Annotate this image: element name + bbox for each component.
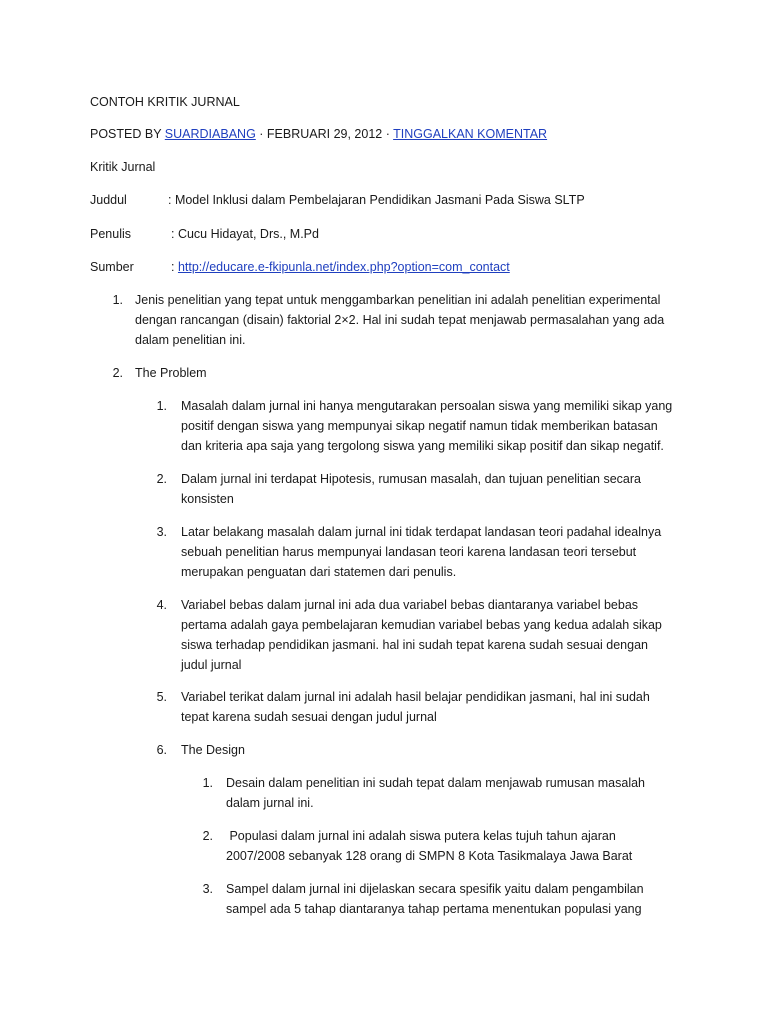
sub-item-number: 5. <box>156 690 167 704</box>
sub-item-line: tepat karena sudah sesuai dengan judul jurnal <box>181 710 437 724</box>
design-item-line: Sampel dalam jurnal ini dijelaskan secara spesifik yaitu dalam pengambilan <box>226 882 644 896</box>
list-item-line: dalam penelitian ini. <box>135 333 246 347</box>
design-item-line: sampel ada 5 tahap diantaranya tahap pertama menentukan populasi yang <box>226 902 642 916</box>
list-item-number: 1. <box>112 293 123 307</box>
author-link[interactable]: SUARDIABANG <box>164 127 256 141</box>
sub-item-line: positif dengan siswa yang mempunyai sikap negatif namun tidak memberikan batasan <box>181 419 658 433</box>
post-meta <box>90 124 547 144</box>
penulis-label: Penulis <box>90 227 131 241</box>
sub-item-number: 4. <box>156 598 167 612</box>
sub-item-line: Masalah dalam jurnal ini hanya mengutarakan persoalan siswa yang memiliki sikap yang <box>181 399 673 413</box>
sub-item-line: The Design <box>181 743 245 757</box>
doc-title: CONTOH KRITIK JURNAL <box>90 95 240 109</box>
sub-item-line: konsisten <box>181 492 234 506</box>
design-item-line: Populasi dalam jurnal ini adalah siswa putera kelas tujuh tahun ajaran <box>226 829 616 843</box>
design-item-number: 2. <box>202 829 213 843</box>
section-heading: Kritik Jurnal <box>90 160 156 174</box>
judul-label: Juddul <box>90 193 127 207</box>
list-item-number: 2. <box>112 366 123 380</box>
design-item-line: Desain dalam penelitian ini sudah tepat dalam menjawab rumusan masalah <box>226 776 645 790</box>
judul-value: : Model Inklusi dalam Pembelajaran Pendidikan Jasmani Pada Siswa SLTP <box>168 193 585 207</box>
sumber-label: Sumber <box>90 260 134 274</box>
sub-item-number: 3. <box>156 525 167 539</box>
sub-item-line: siswa terhadap pendidikan jasmani. hal ini sudah tepat karena sudah sesuai dengan <box>181 638 648 652</box>
list-item-line: The Problem <box>135 366 207 380</box>
sub-item-line: judul jurnal <box>181 658 242 672</box>
sub-item-number: 6. <box>156 743 167 757</box>
sumber-prefix: : <box>171 260 178 274</box>
design-item-line: dalam jurnal ini. <box>226 796 314 810</box>
post-date: · FEBRUARI 29, 2012 · <box>255 127 394 141</box>
penulis-value: : Cucu Hidayat, Drs., M.Pd <box>171 227 319 241</box>
list-item-line: Jenis penelitian yang tepat untuk menggambarkan penelitian ini adalah penelitian experimental <box>135 293 661 307</box>
sub-item-line: Latar belakang masalah dalam jurnal ini tidak terdapat landasan teori padahal idealnya <box>181 525 662 539</box>
sub-item-number: 1. <box>156 399 167 413</box>
sub-item-line: sebuah penelitian harus mempunyai landasan teori karena landasan teori tersebut <box>181 545 637 559</box>
design-item-number: 3. <box>202 882 213 896</box>
sub-item-line: dan kriteria apa saja yang tergolong siswa yang memiliki sikap positif dan sikap negatif. <box>181 439 664 453</box>
sub-item-line: Variabel terikat dalam jurnal ini adalah hasil belajar pendidikan jasmani, hal ini sudah <box>181 690 650 704</box>
comment-link[interactable]: TINGGALKAN KOMENTAR <box>393 127 548 141</box>
design-item-number: 1. <box>202 776 213 790</box>
sub-item-line: pertama adalah gaya pembelajaran kemudian variabel bebas yang kedua adalah sikap <box>181 618 662 632</box>
sub-item-line: Variabel bebas dalam jurnal ini ada dua variabel bebas diantaranya variabel bebas <box>181 598 639 612</box>
sumber-link[interactable]: http://educare.e-fkipunla.net/index.php?option=com_contact <box>177 260 510 274</box>
list-item-line: dengan rancangan (disain) faktorial 2×2. Hal ini sudah tepat menjawab permasalahan yang ada <box>135 313 665 327</box>
design-item-line: 2007/2008 sebanyak 128 orang di SMPN 8 Kota Tasikmalaya Jawa Barat <box>226 849 633 863</box>
sub-item-number: 2. <box>156 472 167 486</box>
sub-item-line: merupakan penguatan dari statemen dari penulis. <box>181 565 457 579</box>
sub-item-line: Dalam jurnal ini terdapat Hipotesis, rumusan masalah, dan tujuan penelitian secara <box>181 472 641 486</box>
sumber-value <box>171 257 510 277</box>
posted-by-label: POSTED BY <box>90 127 165 141</box>
